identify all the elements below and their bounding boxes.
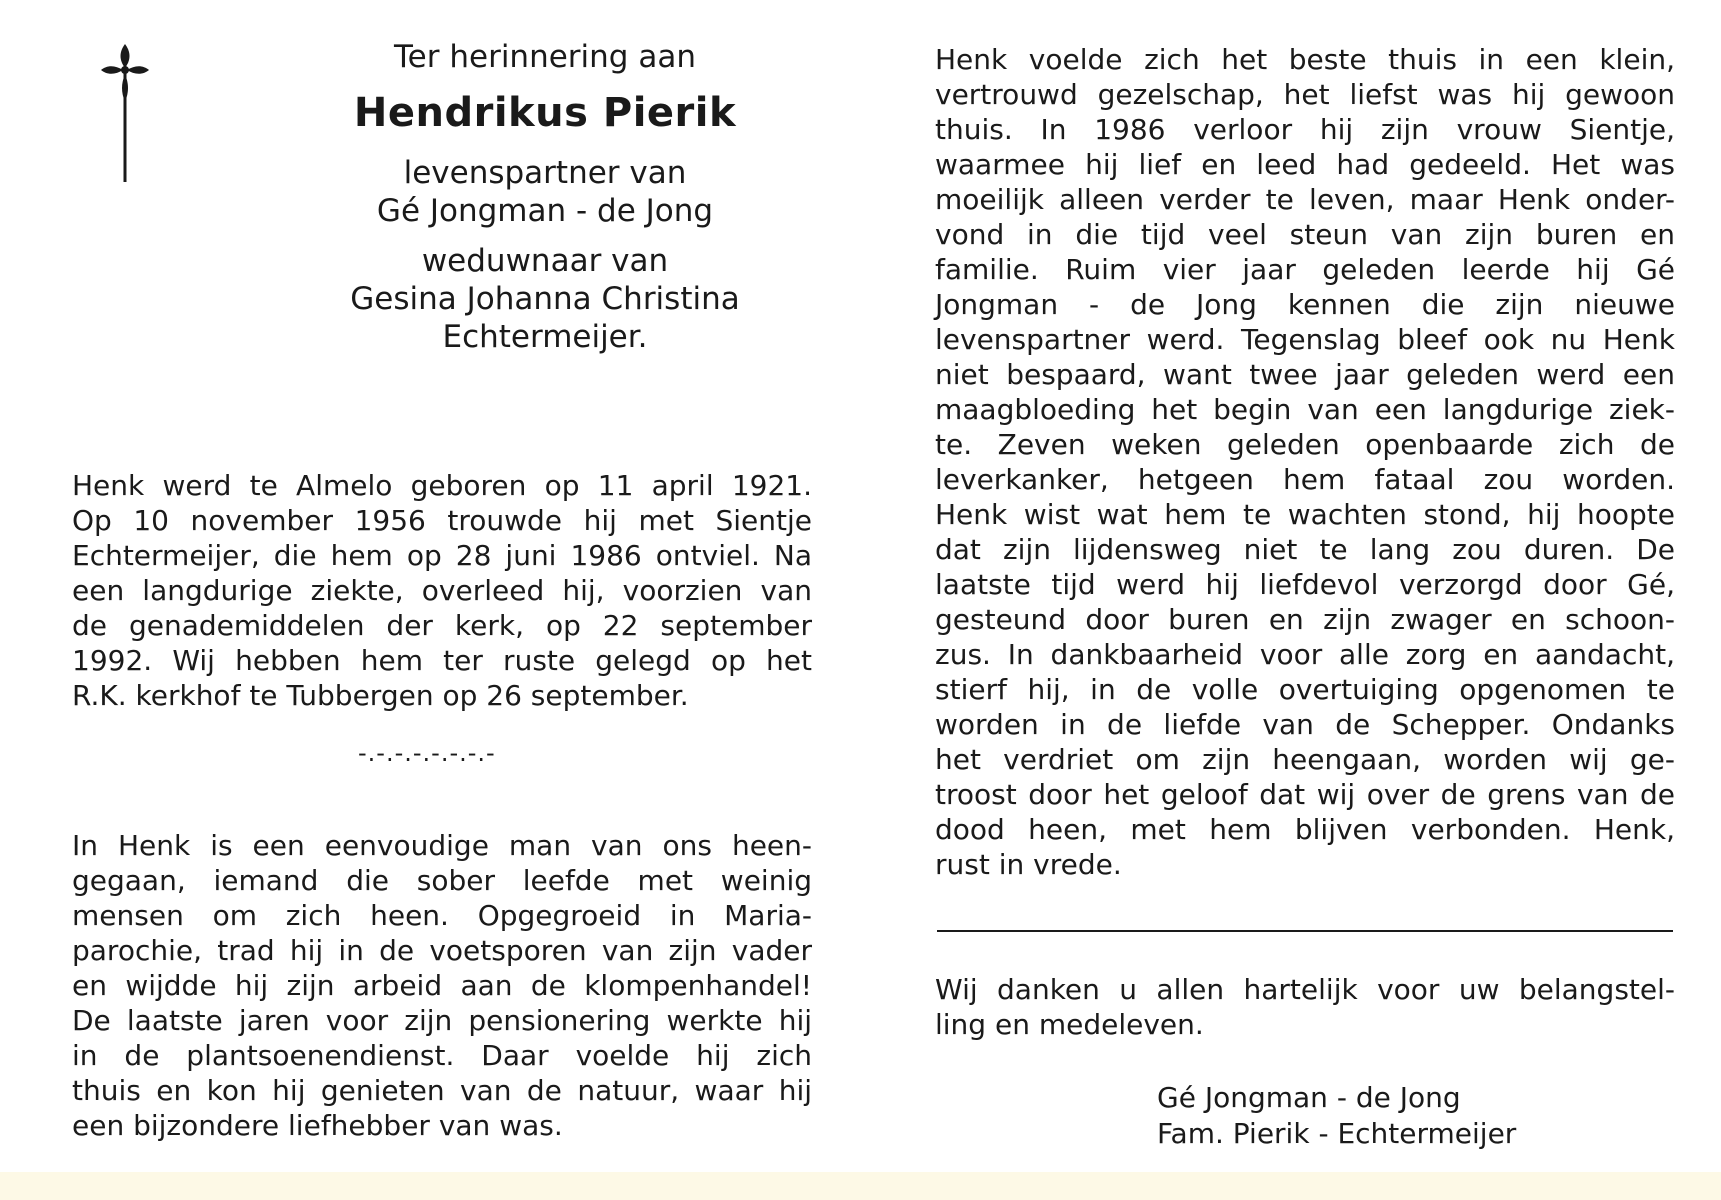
signature-line-1: Gé Jongman - de Jong <box>1157 1081 1461 1114</box>
tribute-right-paragraph <box>935 42 1675 882</box>
biography-line: R.K. kerkhof te Tubbergen op 26 september. <box>72 679 689 712</box>
tribute-line: zus. In dankbaarheid voor alle zorg en aandacht, <box>935 638 1675 671</box>
tribute-line: parochie, trad hij in de voetsporen van zijn vader <box>72 934 812 967</box>
tribute-line: mensen om zich heen. Opgegroeid in Maria- <box>72 899 812 932</box>
tribute-line: een bijzondere liefhebber van was. <box>72 1109 563 1142</box>
tribute-line: thuis. In 1986 verloor hij zijn vrouw Sientje, <box>935 113 1675 146</box>
spouse-name-line-2: Echtermeijer. <box>442 319 648 355</box>
thanks-line: ling en medeleven. <box>935 1008 1204 1041</box>
divider-line <box>937 930 1673 932</box>
tribute-line: gegaan, iemand die sober leefde met weinig <box>72 864 812 897</box>
tribute-line: vond in die tijd veel steun van zijn buren en <box>935 218 1675 251</box>
biography-paragraph <box>72 468 812 713</box>
tribute-line: stierf hij, in de volle overtuiging opgenomen te <box>935 673 1675 706</box>
tribute-line: en wijdde hij zijn arbeid aan de klompenhandel! <box>72 969 812 1002</box>
thanks-line: Wij danken u allen hartelijk voor uw belangstel- <box>935 973 1675 1006</box>
section-separator: -.-.-.-.-.-.-.- <box>358 739 496 767</box>
tribute-line: dat zijn lijdensweg niet te lang zou duren. De <box>935 533 1675 566</box>
partner-name: Gé Jongman - de Jong <box>376 193 714 229</box>
biography-line: een langdurige ziekte, overleed hij, voorzien van <box>72 574 812 607</box>
cross-icon <box>95 40 155 190</box>
biography-line: 1992. Wij hebben hem ter ruste gelegd op het <box>72 644 812 677</box>
deceased-name: Hendrikus Pierik <box>353 90 737 136</box>
intro-text: Ter herinnering aan <box>394 39 696 75</box>
biography-line: Op 10 november 1956 trouwde hij met Sientje <box>72 504 812 537</box>
biography-line: Henk werd te Almelo geboren op 11 april 1921. <box>72 469 812 502</box>
tribute-line: In Henk is een eenvoudige man van ons heen- <box>72 829 812 862</box>
biography-line: de genademiddelen der kerk, op 22 september <box>72 609 812 642</box>
signature-block <box>1157 1080 1657 1152</box>
card-header <box>300 38 790 356</box>
tribute-line: De laatste jaren voor zijn pensionering werkte hij <box>72 1004 812 1037</box>
tribute-line: thuis en kon hij genieten van de natuur, waar hij <box>72 1074 812 1107</box>
tribute-line: waarmee hij lief en leed had gedeeld. Het was <box>935 148 1675 181</box>
partner-label: levenspartner van <box>403 155 687 191</box>
tribute-line: levenspartner werd. Tegenslag bleef ook nu Henk <box>935 323 1675 356</box>
tribute-line: familie. Ruim vier jaar geleden leerde hij Gé <box>935 253 1675 286</box>
card-edge <box>0 1172 1721 1200</box>
tribute-line: maagbloeding het begin van een langdurige ziek- <box>935 393 1675 426</box>
tribute-line: dood heen, met hem blijven verbonden. Henk, <box>935 813 1675 846</box>
tribute-line: leverkanker, hetgeen hem fataal zou worden. <box>935 463 1675 496</box>
tribute-line: troost door het geloof dat wij over de grens van de <box>935 778 1675 811</box>
widower-label: weduwnaar van <box>421 243 669 279</box>
tribute-line: in de plantsoenendienst. Daar voelde hij zich <box>72 1039 812 1072</box>
header-gap <box>300 230 790 242</box>
tribute-line: moeilijk alleen verder te leven, maar Henk onder- <box>935 183 1675 216</box>
tribute-line: worden in de liefde van de Schepper. Ondanks <box>935 708 1675 741</box>
tribute-line: Jongman - de Jong kennen die zijn nieuwe <box>935 288 1675 321</box>
tribute-line: rust in vrede. <box>935 848 1122 881</box>
tribute-line: het verdriet om zijn heengaan, worden wij ge- <box>935 743 1675 776</box>
tribute-left-paragraph <box>72 828 812 1143</box>
tribute-line: vertrouwd gezelschap, het liefst was hij gewoon <box>935 78 1675 111</box>
tribute-line: laatste tijd werd hij liefdevol verzorgd door Gé, <box>935 568 1675 601</box>
thanks-paragraph <box>935 972 1675 1042</box>
biography-line: Echtermeijer, die hem op 28 juni 1986 ontviel. Na <box>72 539 812 572</box>
spouse-name-line-1: Gesina Johanna Christina <box>350 281 740 317</box>
tribute-line: Henk voelde zich het beste thuis in een klein, <box>935 43 1675 76</box>
tribute-line: niet bespaard, want twee jaar geleden werd een <box>935 358 1675 391</box>
tribute-line: Henk wist wat hem te wachten stond, hij hoopte <box>935 498 1675 531</box>
tribute-line: gesteund door buren en zijn zwager en schoon- <box>935 603 1675 636</box>
signature-line-2: Fam. Pierik - Echtermeijer <box>1157 1117 1517 1150</box>
tribute-line: te. Zeven weken geleden openbaarde zich de <box>935 428 1675 461</box>
